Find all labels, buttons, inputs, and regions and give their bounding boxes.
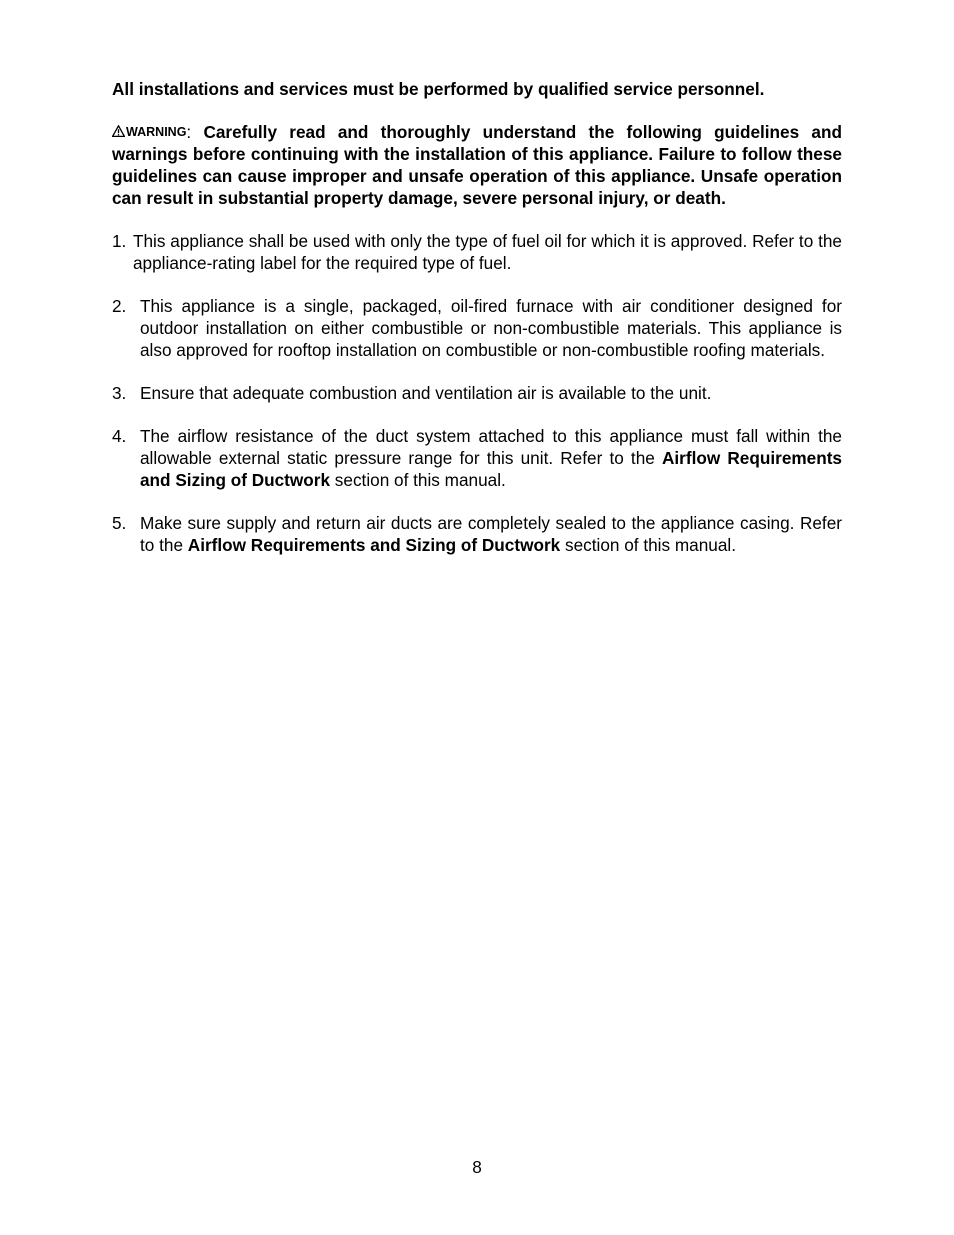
page-number: 8 [472, 1157, 482, 1177]
guidelines-list [112, 230, 842, 556]
warning-label-text: WARNING [126, 125, 187, 139]
list-item-text: This appliance shall be used with only the type of fuel oil for which it is approved. Refer to the appliance-rating label for the required type of fuel. [133, 231, 842, 273]
list-item [112, 425, 842, 491]
warning-text: Carefully read and thoroughly understand the following guidelines and warnings before continuing with the installation of this appliance. Failure to follow these guidelines can cause improper and unsafe operation of this appliance. Unsafe operation can result in substantial property damage, severe personal injury, or death. [112, 122, 842, 208]
list-item-number: 2. [112, 296, 127, 316]
list-item-text: This appliance is a single, packaged, oil-fired furnace with air conditioner designed for outdoor installation on either combustible or non-combustible materials. This appliance is also approved for rooftop installation on combustible or non-combustible roofing materials. [140, 296, 842, 360]
list-item-number: 5. [112, 513, 127, 533]
intro-statement: All installations and services must be performed by qualified service personnel. [112, 79, 765, 99]
warning-paragraph [112, 121, 842, 209]
warning-colon: : [186, 122, 192, 142]
section-reference: Airflow Requirements and Sizing of Ductwork [140, 448, 842, 490]
list-item [112, 295, 842, 361]
document-page [112, 78, 842, 577]
list-item-text-end: section of this manual. [560, 535, 737, 555]
list-item-text: Ensure that adequate combustion and ventilation air is available to the unit. [140, 383, 712, 403]
list-item [112, 382, 842, 404]
warning-triangle-icon [112, 125, 125, 137]
list-item-text-end: section of this manual. [330, 470, 506, 490]
list-item-number: 1. [112, 231, 127, 251]
list-item [112, 230, 842, 274]
list-item-number: 4. [112, 426, 127, 446]
list-item-number: 3. [112, 383, 127, 403]
list-item [112, 512, 842, 556]
list-item-text: The airflow resistance of the duct system attached to this appliance must fall within the allowable external static pressure range for this unit. Refer to the [140, 426, 842, 468]
list-item-text: Make sure supply and return air ducts are completely sealed to the appliance casing. Refer to the [140, 513, 842, 555]
warning-label [112, 125, 186, 139]
section-reference: Airflow Requirements and Sizing of Ductwork [187, 535, 561, 555]
